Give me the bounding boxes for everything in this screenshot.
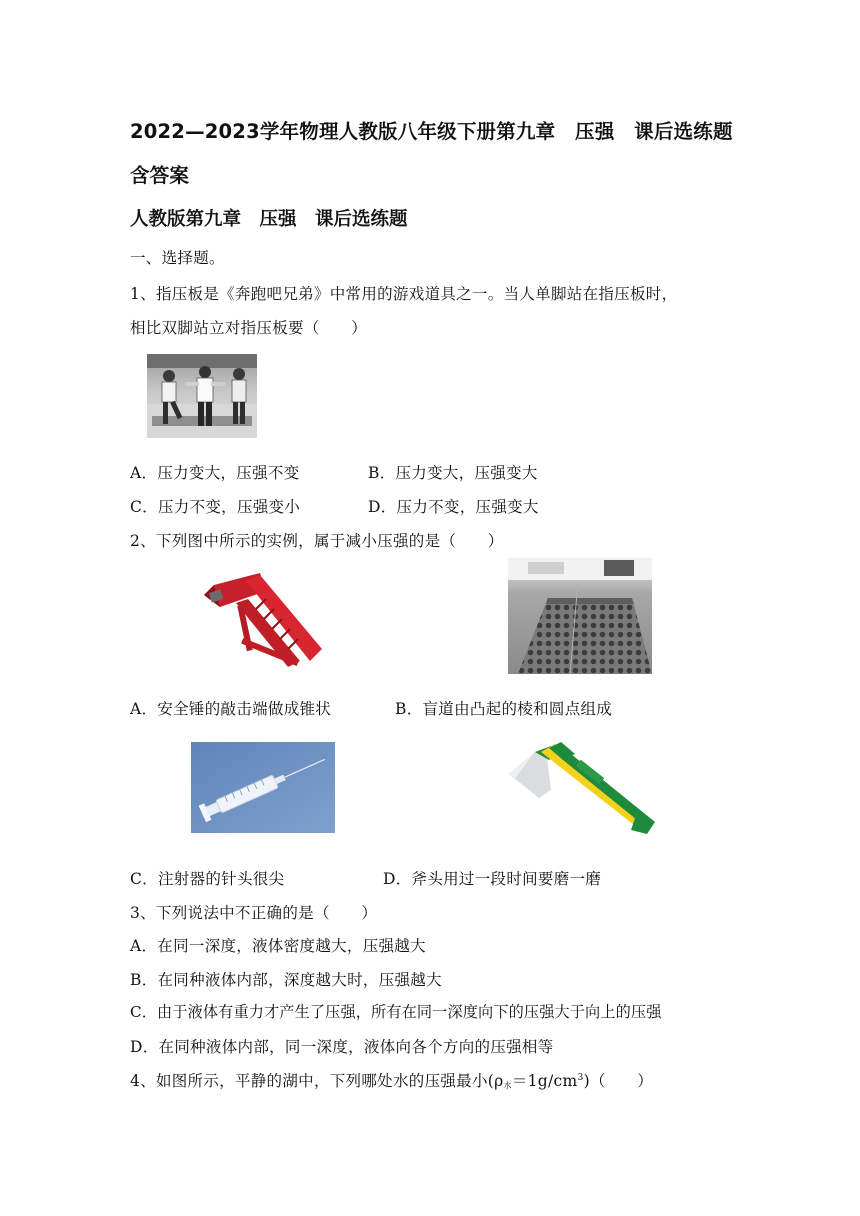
q3-option-a: A．在同一深度，液体密度越大，压强越大 [130, 937, 426, 955]
doc-title-line2: 含答案 [130, 164, 190, 187]
q2-stem: 2、下列图中所示的实例，属于减小压强的是（ ） [130, 532, 504, 550]
q2-safety-hammer-image [200, 565, 328, 673]
q2-option-c: C．注射器的针头很尖 [130, 870, 285, 888]
q3-stem: 3、下列说法中不正确的是（ ） [130, 904, 378, 922]
q2-tactile-paving-photo [508, 558, 652, 674]
q4-stem-sup: 3 [577, 1073, 584, 1083]
q2-syringe-photo [191, 742, 335, 833]
q3-option-d: D．在同种液体内部，同一深度，液体向各个方向的压强相等 [130, 1038, 554, 1056]
q1-option-a: A．压力变大，压强不变 [130, 464, 300, 482]
q1-option-b: B．压力变大，压强变大 [368, 464, 538, 482]
doc-title-line1: 2022—2023学年物理人教版八年级下册第九章 压强 课后选练题 [130, 120, 733, 143]
q1-acupressure-board-photo [147, 354, 257, 438]
q1-option-d: D．压力不变，压强变大 [368, 498, 539, 516]
q4-stem-mid: ＝1g/cm [511, 1072, 578, 1090]
q3-option-c: C．由于液体有重力才产生了压强，所有在同一深度向下的压强大于向上的压强 [130, 1003, 662, 1021]
q2-option-b: B．盲道由凸起的棱和圆点组成 [395, 700, 613, 718]
q1-option-c: C．压力不变，压强变小 [130, 498, 301, 516]
section-heading: 一、选择题。 [130, 249, 225, 267]
q4-stem-post: )（ ） [583, 1072, 654, 1090]
q4-stem-sub: 水 [503, 1081, 512, 1090]
q3-option-b: B．在同种液体内部，深度越大时，压强越大 [130, 971, 442, 989]
q2-axe-image [505, 738, 657, 838]
q4-stem-pre: 4、如图所示，平静的湖中，下列哪处水的压强最小(ρ [130, 1072, 504, 1090]
q2-option-a: A．安全锤的敲击端做成锥状 [130, 700, 332, 718]
q4-stem [130, 1069, 653, 1091]
q1-stem-line2: 相比双脚站立对指压板要（ ） [130, 319, 368, 337]
q1-stem-line1: 1、指压板是《奔跑吧兄弟》中常用的游戏道具之一。当人单脚站在指压板时， [130, 285, 678, 303]
q2-option-d: D．斧头用过一段时间要磨一磨 [383, 870, 602, 888]
doc-subtitle: 人教版第九章 压强 课后选练题 [130, 209, 408, 230]
